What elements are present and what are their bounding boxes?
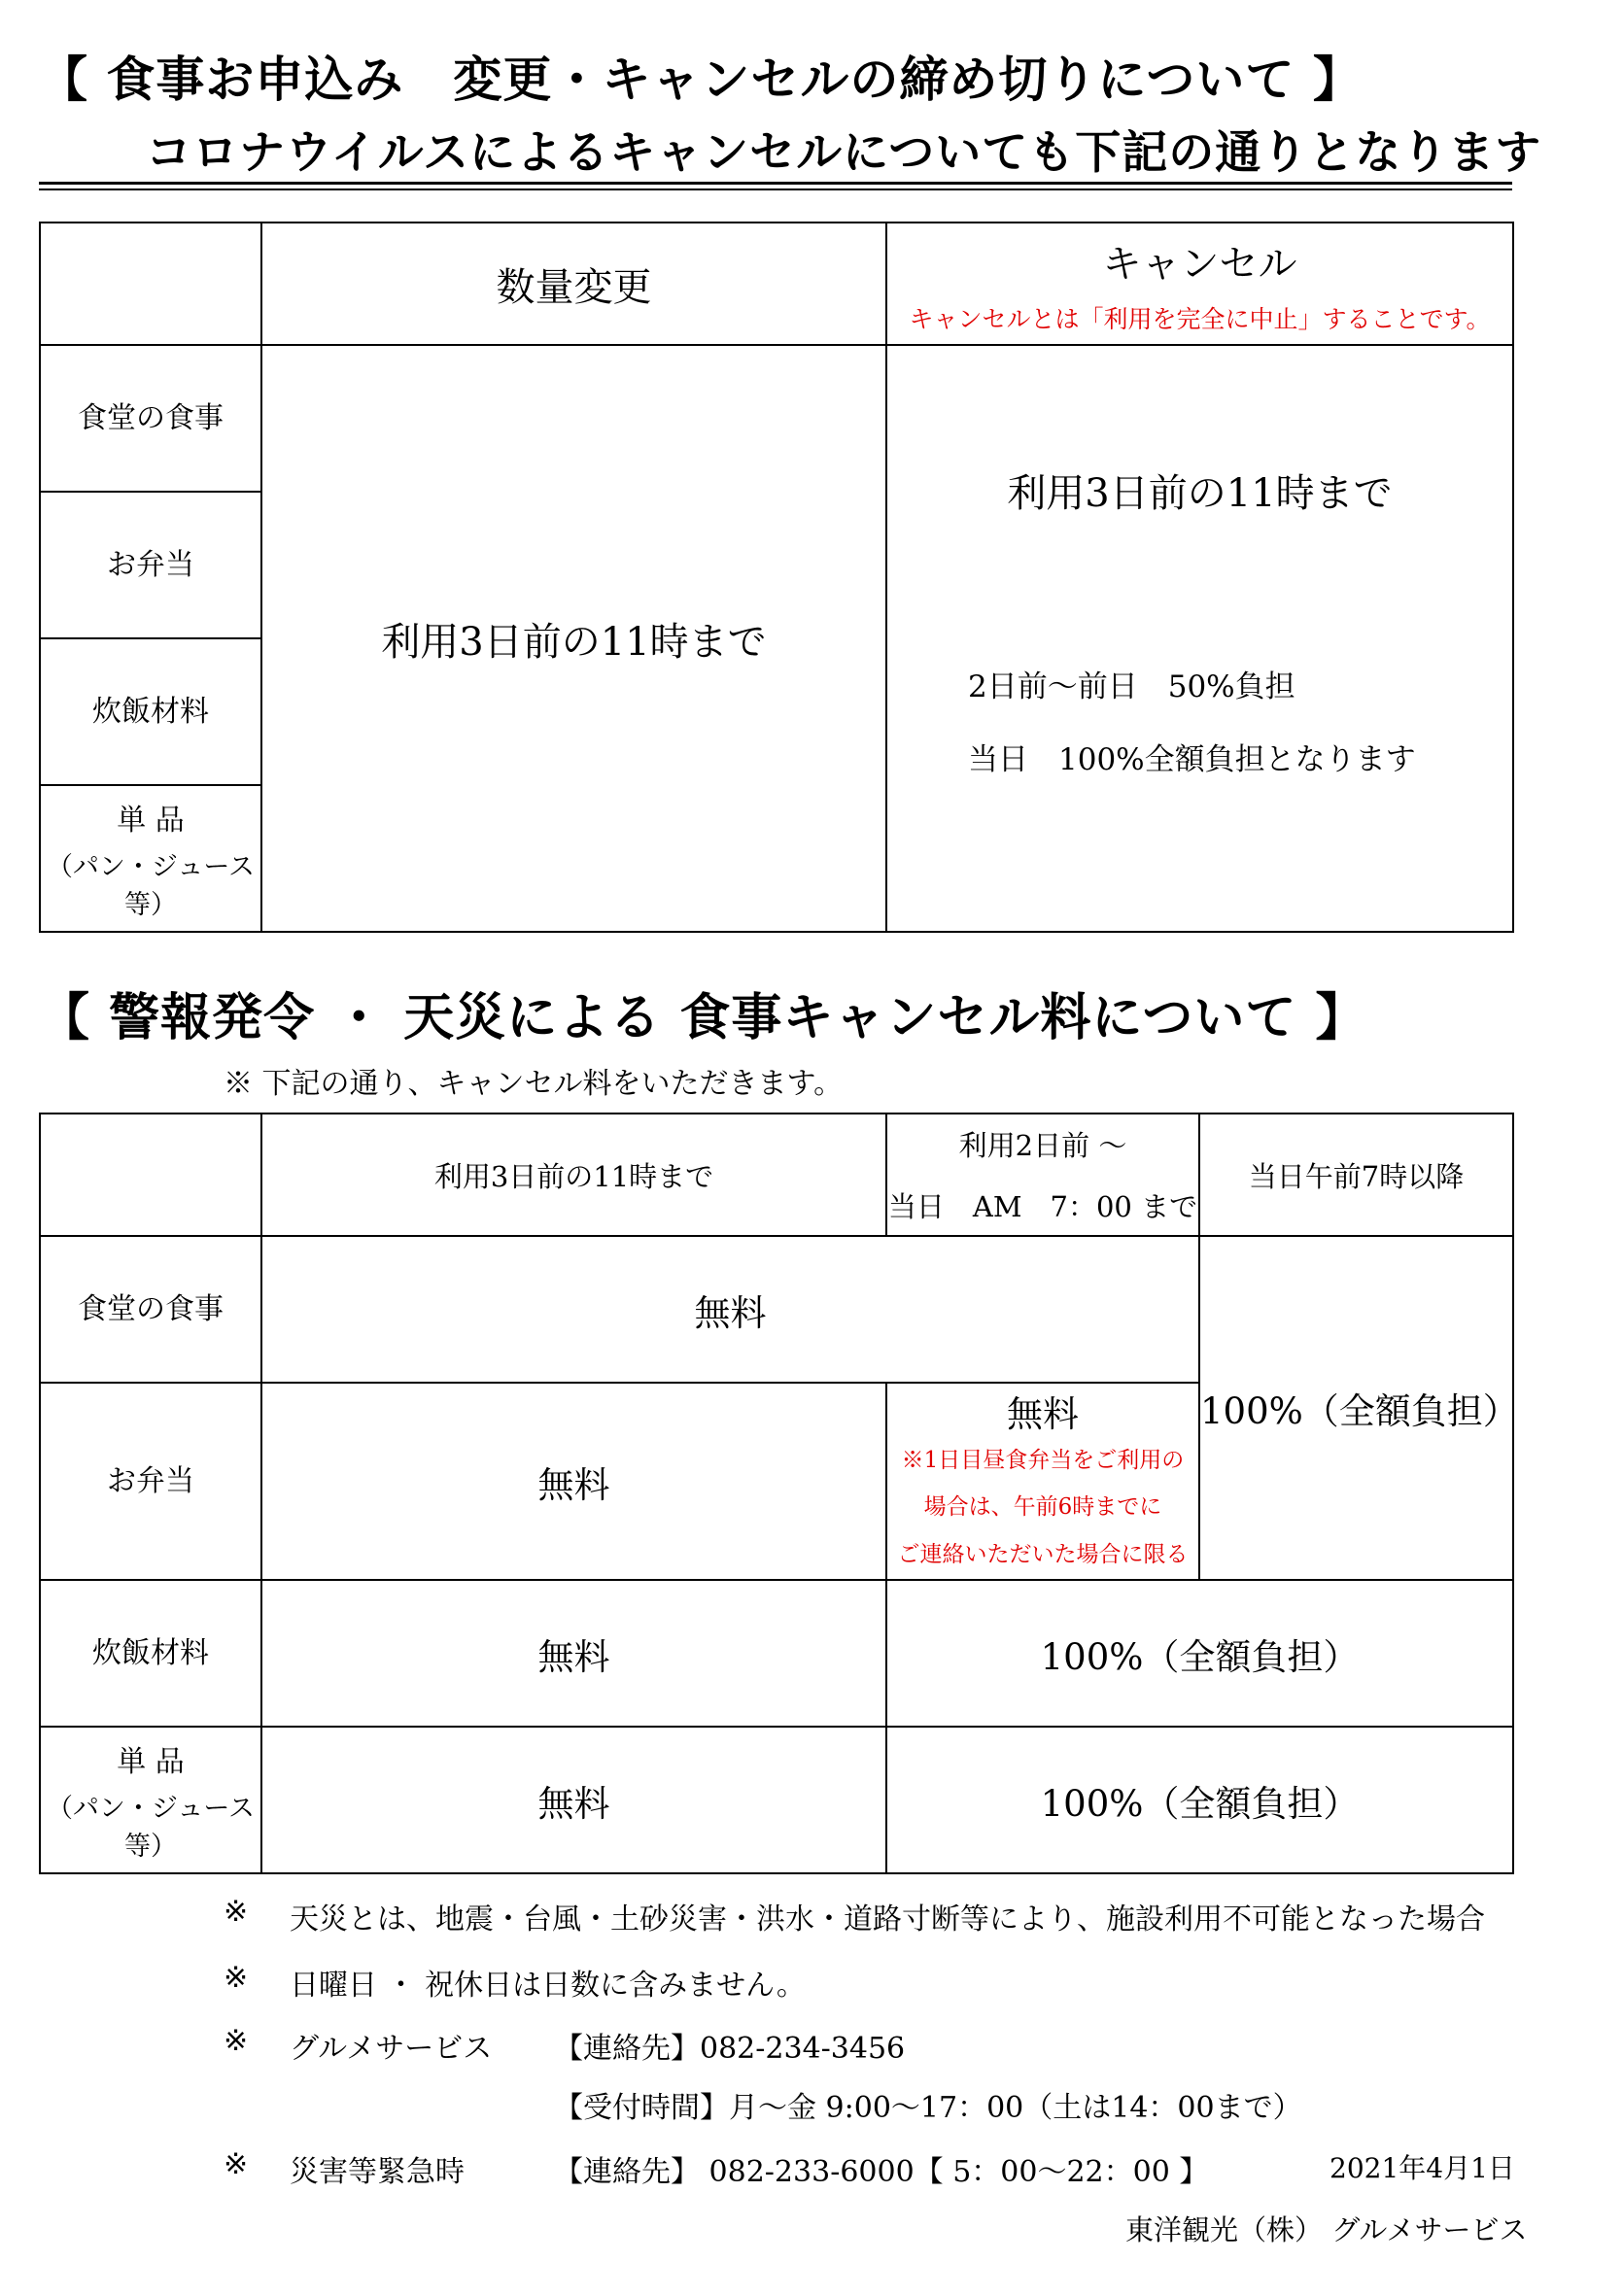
row-header-single [40,1727,261,1873]
table-row [40,1727,1513,1873]
quantity-deadline-cell: 利用3日前の11時まで [261,345,886,932]
table-row [40,1236,1513,1383]
deadline-table [39,222,1514,933]
row-header-cafeteria: 食堂の食事 [40,345,261,492]
section-title-alert: 【 警報発令 ・ 天災による 食事キャンセル料について 】 [39,988,1367,1047]
col-header-2days-line1: 利用2日前 ～ [958,1129,1127,1162]
col-header-same-day: 当日午前7時以降 [1199,1114,1513,1236]
cancel-definition: キャンセルとは「利用を完全に中止」することです。 [909,304,1491,333]
bento-free-cell: 無料 [261,1383,886,1580]
table-row [40,1580,1513,1727]
row-header-single [40,785,261,932]
company-name: 東洋観光（株） グルメサービス [1125,2213,1528,2246]
single-free-cell: 無料 [261,1727,886,1873]
table-corner-cell [40,223,261,345]
col-header-2days [886,1114,1199,1236]
footnote-disaster: 天災とは、地震・台風・土砂災害・洪水・道路寸断等により、施設利用不可能となった場合 [290,1902,1485,1936]
row-header-cafeteria: 食堂の食事 [40,1236,261,1383]
cancel-fee-50: 2日前～前日 50%負担 [968,669,1295,704]
single-item-label: 単 品 [117,1745,185,1779]
page-title: 【 食事お申込み 変更・キャンセルの締め切りについて 】 [39,51,1363,108]
emergency-label: 災害等緊急時 [290,2155,465,2189]
table-row [40,1114,1513,1236]
bento-free-label: 無料 [1007,1393,1079,1436]
service-name: グルメサービス [290,2032,493,2066]
service-hours: 【受付時間】月～金 9:00～17：00（土は14：00まで） [554,2091,1302,2125]
table-row [40,345,1513,492]
title-rule-top [39,182,1512,185]
row-header-bento: お弁当 [40,1383,261,1580]
single-item-sub: （パン・ジュース等） [46,1794,256,1862]
col-header-2days-line2: 当日 AM 7：00 まで [887,1190,1198,1223]
issue-date: 2021年4月1日 [1329,2152,1515,2184]
single-charge-cell: 100%（全額負担） [886,1727,1513,1873]
row-header-rice: 炊飯材料 [40,1580,261,1727]
cancel-policy-cell [886,345,1513,932]
cancel-fee-100: 当日 100%全額負担となります [968,742,1416,777]
table-row [40,223,1513,345]
col-header-3days: 利用3日前の11時まで [261,1114,886,1236]
single-item-sub: （パン・ジュース等） [46,852,256,920]
rice-free-cell: 無料 [261,1580,886,1727]
full-charge-cell: 100%（全額負担） [1199,1236,1513,1580]
single-item-label: 単 品 [117,804,185,838]
page-subtitle: コロナウイルスによるキャンセルについても下記の通りとなります [146,126,1542,180]
cancel-deadline: 利用3日前の11時まで [1007,471,1393,516]
footnote-mark: ※ [224,2024,249,2058]
table-corner-cell [40,1114,261,1236]
footnote-mark: ※ [224,1895,249,1929]
footnote-mark: ※ [224,2147,249,2181]
bento-conditional-cell [886,1383,1199,1580]
rice-charge-cell: 100%（全額負担） [886,1580,1513,1727]
cancellation-fee-table [39,1113,1519,1874]
row-header-rice: 炊飯材料 [40,638,261,785]
emergency-contact: 【連絡先】 082-233-6000【 5：00～22：00 】 [554,2155,1209,2189]
bento-note-3: ご連絡いただいた場合に限る [897,1541,1189,1567]
bento-note-1: ※1日目昼食弁当をご利用の [901,1448,1185,1474]
title-rule-bottom [39,188,1512,190]
cafeteria-free-cell: 無料 [261,1236,1199,1383]
col-header-cancel [886,223,1513,345]
row-header-bento: お弁当 [40,492,261,638]
footnote-holidays: 日曜日 ・ 祝休日は日数に含みません。 [290,1969,806,2003]
col-header-quantity: 数量変更 [261,223,886,345]
service-contact: 【連絡先】082-234-3456 [554,2032,906,2066]
section-note: ※ 下記の通り、キャンセル料をいただきます。 [224,1067,844,1101]
bento-note-2: 場合は、午前6時までに [923,1494,1162,1521]
cancel-header-label: キャンセル [1102,241,1297,287]
footnote-mark: ※ [224,1961,249,1995]
